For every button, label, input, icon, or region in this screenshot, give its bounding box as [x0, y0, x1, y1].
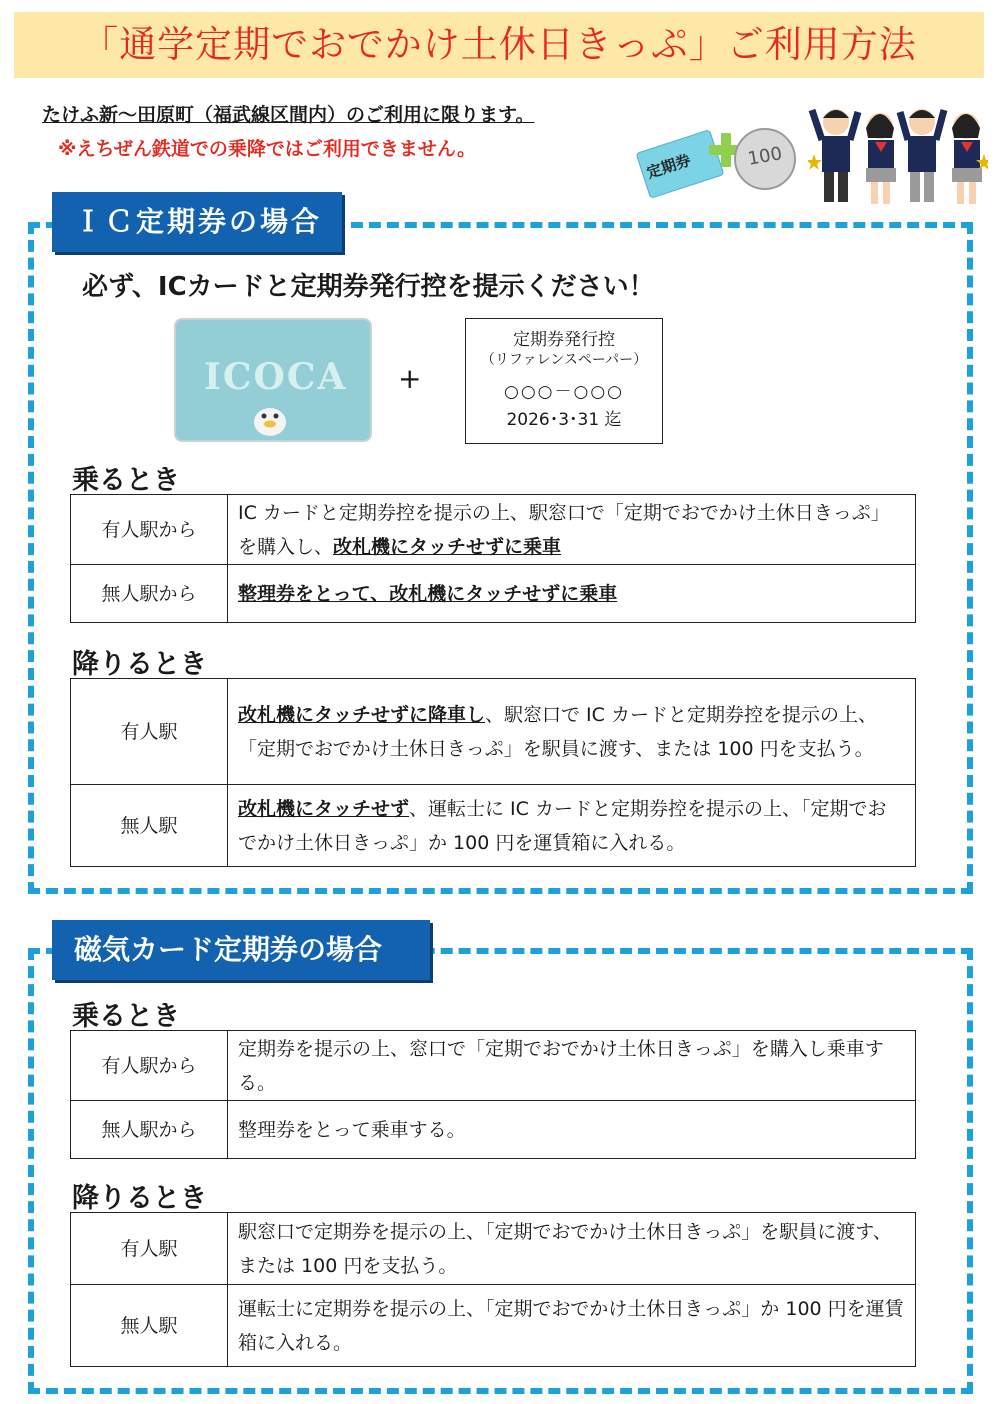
coin-value: 100 — [746, 143, 784, 170]
table-row — [71, 495, 916, 565]
magnetic-boarding-heading: 乗るとき — [72, 1001, 180, 1032]
reference-expiry: 2026･3･31 迄 — [506, 410, 622, 430]
row-description: 定期券を提示の上、窓口で「定期でおでかけ土休日きっぷ」を購入し乗車する。 — [228, 1031, 916, 1101]
row-description — [228, 785, 916, 867]
row-emphasis: 改札機にタッチせずに降車し — [238, 703, 486, 726]
pass-label: 定期券 — [644, 151, 693, 183]
row-description: 整理券をとって乗車する。 — [228, 1101, 916, 1159]
title-banner — [14, 12, 984, 78]
reference-title: 定期券発行控 — [513, 330, 615, 350]
ic-boarding-table — [70, 494, 916, 623]
table-row — [71, 1031, 916, 1101]
ic-alighting-table — [70, 678, 916, 867]
table-row — [71, 565, 916, 623]
row-label: 無人駅 — [71, 785, 228, 867]
row-description: 運転士に定期券を提示の上、「定期でおでかけ土休日きっぷ」か 100 円を運賃箱に入れる。 — [228, 1285, 916, 1367]
ic-boarding-heading: 乗るとき — [72, 465, 180, 496]
row-label: 有人駅 — [71, 679, 228, 785]
table-row — [71, 1101, 916, 1159]
students-cheering-icon — [808, 92, 988, 212]
reference-subtitle: （リファレンスペーパー） — [480, 352, 648, 368]
row-text: IC カードと定期券控を提示の上、駅窓口で「定期でおでかけ土休日きっぷ」を購入し、 — [238, 501, 890, 558]
magnetic-alighting-heading: 降りるとき — [72, 1183, 207, 1214]
scope-note: たけふ新～田原町（福武線区間内）のご利用に限ります。 — [42, 104, 535, 126]
row-label: 有人駅から — [71, 1031, 228, 1101]
table-row — [71, 679, 916, 785]
row-description — [228, 679, 916, 785]
magnetic-boarding-table — [70, 1030, 916, 1159]
coin-illustration — [734, 128, 796, 190]
table-row — [71, 1213, 916, 1285]
ic-notice: 必ず、ICカードと定期券発行控を提示ください！ — [82, 272, 655, 302]
icoca-card-image — [176, 320, 370, 440]
plus-sign: + — [398, 362, 422, 395]
row-label: 有人駅から — [71, 495, 228, 565]
magnetic-section-tab: 磁気カード定期券の場合 — [52, 920, 430, 980]
row-text-tail: 、駅窓口で IC カードと定期券控を提示の上、「定期でおでかけ土休日きっぷ」を駅員に渡す、または 100 円を支払う。 — [238, 703, 877, 760]
ic-section-tab: ＩＣ定期券の場合 — [52, 192, 342, 252]
row-label: 無人駅 — [71, 1285, 228, 1367]
ic-alighting-heading: 降りるとき — [72, 649, 207, 680]
row-emphasis: 改札機にタッチせずに乗車 — [333, 535, 562, 558]
warning-note: ※えちぜん鉄道での乗降ではご利用できません。 — [58, 138, 477, 160]
row-emphasis: 整理券をとって、改札機にタッチせずに乗車 — [238, 582, 618, 605]
magnetic-alighting-table — [70, 1212, 916, 1367]
row-emphasis: 改札機にタッチせず — [238, 797, 410, 820]
row-label: 無人駅から — [71, 565, 228, 623]
row-label: 有人駅 — [71, 1213, 228, 1285]
reference-number: ○○○－○○○ — [503, 382, 624, 402]
row-description — [228, 495, 916, 565]
reference-paper-box — [465, 318, 663, 444]
table-row — [71, 785, 916, 867]
row-description: 駅窓口で定期券を提示の上、「定期でおでかけ土休日きっぷ」を駅員に渡す、または 100 円を支払う。 — [228, 1213, 916, 1285]
platypus-mascot-icon — [250, 400, 290, 436]
row-text-tail: 、運転士に IC カードと定期券控を提示の上、「定期でおでかけ土休日きっぷ」か 100 円を運賃箱に入れる。 — [238, 797, 887, 854]
page-title: 「通学定期でおでかけ土休日きっぷ」ご利用方法 — [81, 23, 917, 66]
row-label: 無人駅から — [71, 1101, 228, 1159]
icoca-card-text: ICOCA — [204, 356, 348, 398]
table-row — [71, 1285, 916, 1367]
row-description — [228, 565, 916, 623]
